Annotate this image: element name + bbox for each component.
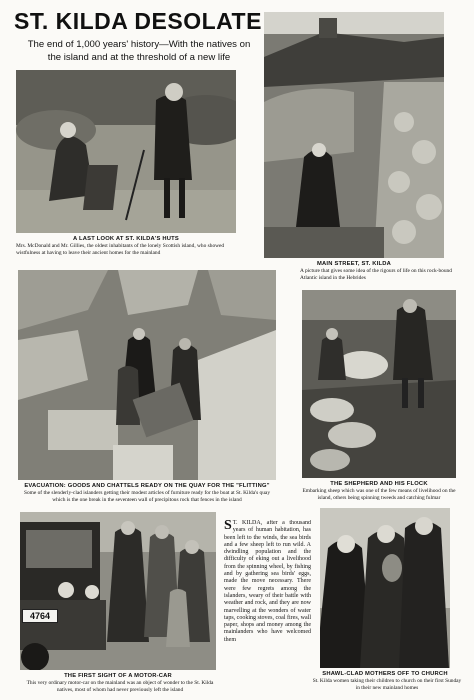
photo-shepherd (302, 290, 456, 478)
caption-title-mothers: SHAWL-CLAD MOTHERS OFF TO CHURCH (322, 671, 448, 677)
photo-shepherd-image (302, 290, 456, 478)
photo-street-image (264, 12, 444, 258)
photo-quay (18, 270, 276, 480)
photo-motorcar-image (20, 512, 216, 670)
page-subhead: The end of 1,000 years' history—With the natives on the island and at the threshold of a new life (27, 39, 251, 63)
caption-text-mothers: St. Kilda women taking their children to church on their first Sunday in their new mainland homes (312, 678, 462, 691)
caption-title-street: MAIN STREET, ST. KILDA (317, 261, 391, 267)
photo-mothers-image (320, 508, 450, 668)
photo-quay-image (18, 270, 276, 480)
photo-mothers (320, 508, 450, 668)
photo-huts-image (16, 70, 236, 233)
photo-huts (16, 70, 236, 233)
article-dropcap: S (224, 520, 232, 533)
caption-title-shepherd: THE SHEPHERD AND HIS FLOCK (330, 481, 428, 487)
caption-title-huts: A LAST LOOK AT ST. KILDA'S HUTS (73, 236, 179, 242)
page-headline: ST. KILDA DESOLATE (14, 8, 262, 34)
photo-motorcar (20, 512, 216, 670)
caption-text-street: A picture that gives some idea of the rigours of life on this rock-bound Atlantic island in the Hebrides (300, 268, 452, 281)
caption-title-quay: EVACUATION: GOODS AND CHATTELS READY ON THE QUAY FOR THE "FLITTING" (24, 483, 270, 489)
caption-text-shepherd: Embarking sheep which was one of the few means of livelihood on the island, others being spinning tweeds and catching fulmar (302, 488, 456, 501)
caption-title-motorcar: THE FIRST SIGHT OF A MOTOR-CAR (64, 673, 172, 679)
caption-text-quay: Some of the slenderly-clad islanders getting their modest articles of furniture ready for the boat at St. Kilda's quay which is the one break in the seventeen wall of precipitous rock that fences in the island (23, 490, 271, 503)
article-text: T. KILDA, after a thousand years of human habitation, has been left to the winds, the sea birds and a few sheep left to run wild. A dwindling population and the difficulty of eking out a livelihood from the spinning wheel, by fishing and by gathering sea birds' eggs, made the move necessary. There were few regrets among the islanders, weary of their battle with weather and rock, and they are now marvelling at the wonders of water taps, cooking stoves, coal fires, wall paper, shops and money among the mainlanders who have welcomed them (224, 520, 311, 643)
caption-text-huts: Mrs. McDonald and Mr. Gillies, the oldest inhabitants of the lonely Scottish island, who showed wistfulness at having to leave their ancient homes for the mainland (16, 243, 225, 256)
license-plate: 4764 (22, 609, 58, 623)
photo-street (264, 12, 444, 258)
article-body (224, 520, 311, 670)
caption-text-motorcar: This very ordinary motor-car on the mainland was an object of wonder to the St. Kilda natives, most of whom had never previously left the island (26, 680, 214, 693)
